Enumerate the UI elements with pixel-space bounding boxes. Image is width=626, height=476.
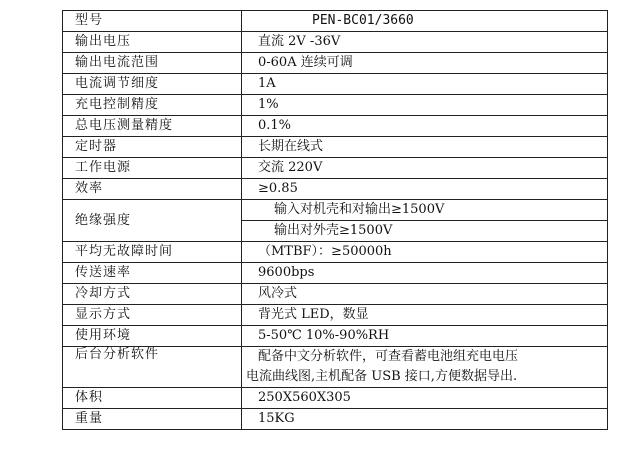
table-row (63, 95, 608, 116)
software-description-line1: 配备中文分析软件，可查看蓄电池组充电电压 (258, 349, 519, 364)
row-label-baud-rate: 传送速率 (63, 263, 242, 284)
row-label-model: 型号 (63, 11, 242, 32)
row-value-weight: 15KG (242, 409, 608, 430)
row-label-weight: 重量 (63, 409, 242, 430)
row-label-timer: 定时器 (63, 137, 242, 158)
row-label-insulation: 绝缘强度 (63, 200, 242, 242)
row-value-model: PEN-BC01/3660 (242, 11, 608, 32)
row-value-voltage-accuracy: 0.1% (242, 116, 608, 137)
row-value-power-supply: 交流 220V (242, 158, 608, 179)
row-label-current-range: 输出电流范围 (63, 53, 242, 74)
row-label-voltage-accuracy: 总电压测量精度 (63, 116, 242, 137)
row-value-environment: 5-50℃ 10%-90%RH (242, 326, 608, 347)
table-row (63, 263, 608, 284)
row-value-display: 背光式 LED，数显 (242, 305, 608, 326)
table-row (63, 53, 608, 74)
row-value-current-step: 1A (242, 74, 608, 95)
row-value-timer: 长期在线式 (242, 137, 608, 158)
row-label-software: 后台分析软件 (63, 347, 242, 388)
row-value-cooling: 风冷式 (242, 284, 608, 305)
row-value-dimensions: 250X560X305 (242, 388, 608, 409)
row-label-output-voltage: 输出电压 (63, 32, 242, 53)
row-value-charge-accuracy: 1% (242, 95, 608, 116)
table-row (63, 158, 608, 179)
row-value-mtbf: （MTBF）：≥50000h (242, 242, 608, 263)
table-row (63, 284, 608, 305)
row-label-charge-accuracy: 充电控制精度 (63, 95, 242, 116)
row-value-current-range: 0-60A 连续可调 (242, 53, 608, 74)
table-row (63, 32, 608, 53)
table-row (63, 11, 608, 32)
row-label-dimensions: 体积 (63, 388, 242, 409)
row-label-power-supply: 工作电源 (63, 158, 242, 179)
row-value-efficiency: ≥0.85 (242, 179, 608, 200)
table-row (63, 326, 608, 347)
table-row (63, 116, 608, 137)
row-value-insulation-1: 输入对机壳和对输出≥1500V (242, 200, 608, 221)
row-label-current-step: 电流调节细度 (63, 74, 242, 95)
table-row (63, 388, 608, 409)
table-row (63, 347, 608, 388)
row-value-baud-rate: 9600bps (242, 263, 608, 284)
table-row (63, 179, 608, 200)
row-value-output-voltage: 直流 2V -36V (242, 32, 608, 53)
row-value-software (242, 347, 608, 388)
table-row (63, 409, 608, 430)
row-label-environment: 使用环境 (63, 326, 242, 347)
row-label-cooling: 冷却方式 (63, 284, 242, 305)
table-row (63, 242, 608, 263)
row-label-efficiency: 效率 (63, 179, 242, 200)
row-label-display: 显示方式 (63, 305, 242, 326)
table-row (63, 200, 608, 221)
row-label-mtbf: 平均无故障时间 (63, 242, 242, 263)
table-row (63, 74, 608, 95)
table-row (63, 137, 608, 158)
table-row (63, 305, 608, 326)
software-description-line2: 电流曲线图,主机配备 USB 接口,方便数据导出. (246, 369, 518, 384)
spec-table (62, 10, 608, 430)
row-value-insulation-2: 输出对外壳≥1500V (242, 221, 608, 242)
